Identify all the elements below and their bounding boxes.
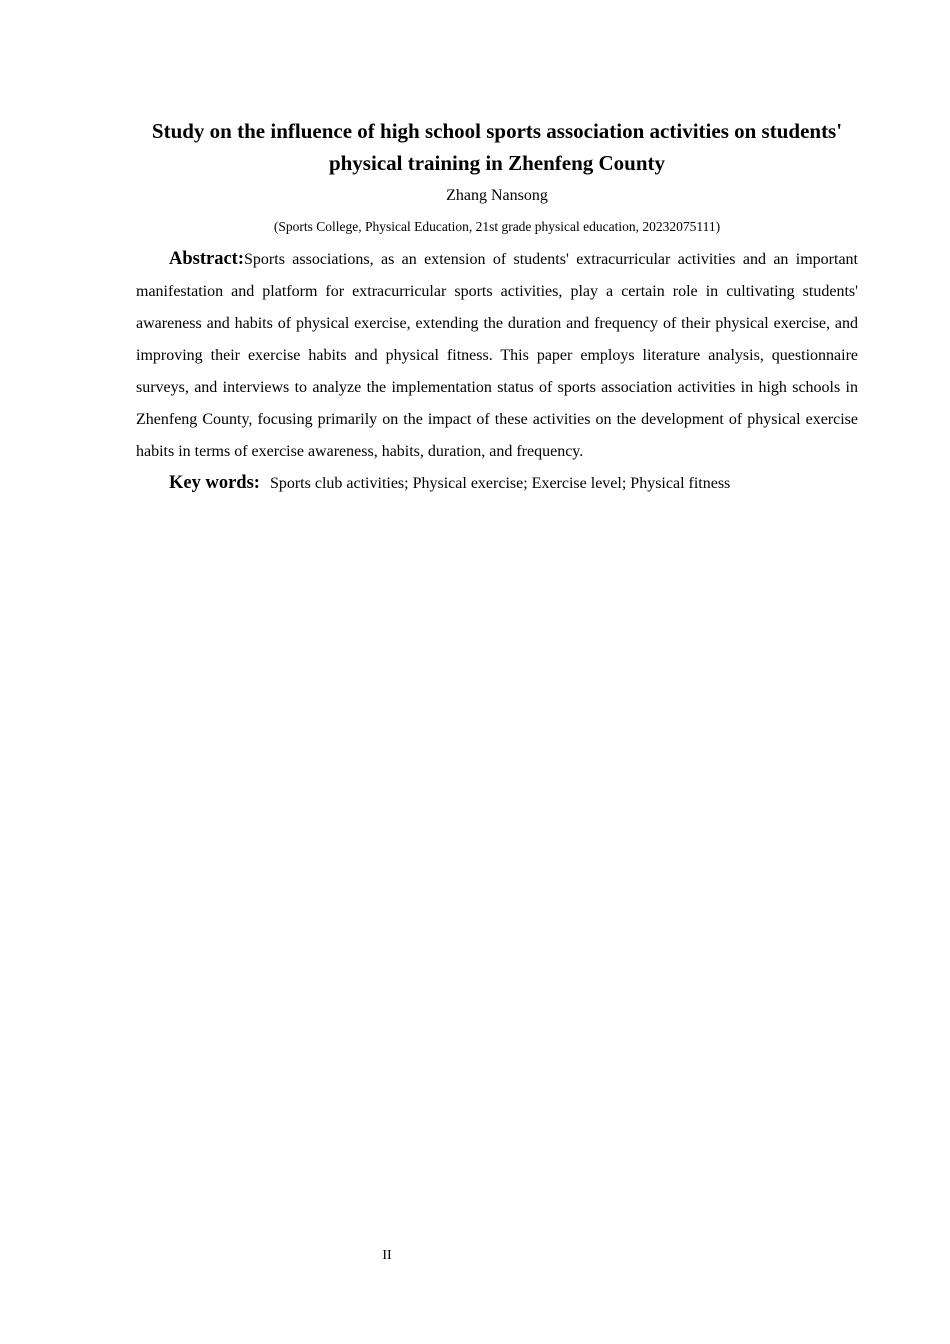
author-name: Zhang Nansong bbox=[446, 187, 548, 204]
keywords-paragraph bbox=[136, 467, 858, 500]
keywords-label: Key words: bbox=[169, 473, 260, 493]
abstract-label: Abstract: bbox=[169, 249, 245, 269]
keywords-text: Sports club activities; Physical exercise; Exercise level; Physical fitness bbox=[269, 475, 731, 492]
paper-title: Study on the influence of high school sports association activities on students' physical training in Zhenfeng County bbox=[151, 119, 843, 175]
abstract-paragraph bbox=[136, 243, 858, 468]
abstract-text: Sports associations, as an extension of students' extracurricular activities and an important manifestation and platform for extracurricular sports activities, play a certain role in cultivating students' awareness and habits of physical exercise, extending the duration and frequency of their physical exercise, and improving their exercise habits and physical fitness. This paper employs literature analysis, questionnaire surveys, and interviews to analyze the implementation status of sports association activities in high schools in Zhenfeng County, focusing primarily on the impact of these activities on the development of physical exercise habits in terms of exercise awareness, habits, duration, and frequency. bbox=[136, 251, 858, 460]
author-affiliation: (Sports College, Physical Education, 21st grade physical education, 20232075111) bbox=[273, 219, 721, 234]
page-number: II bbox=[382, 1248, 392, 1263]
